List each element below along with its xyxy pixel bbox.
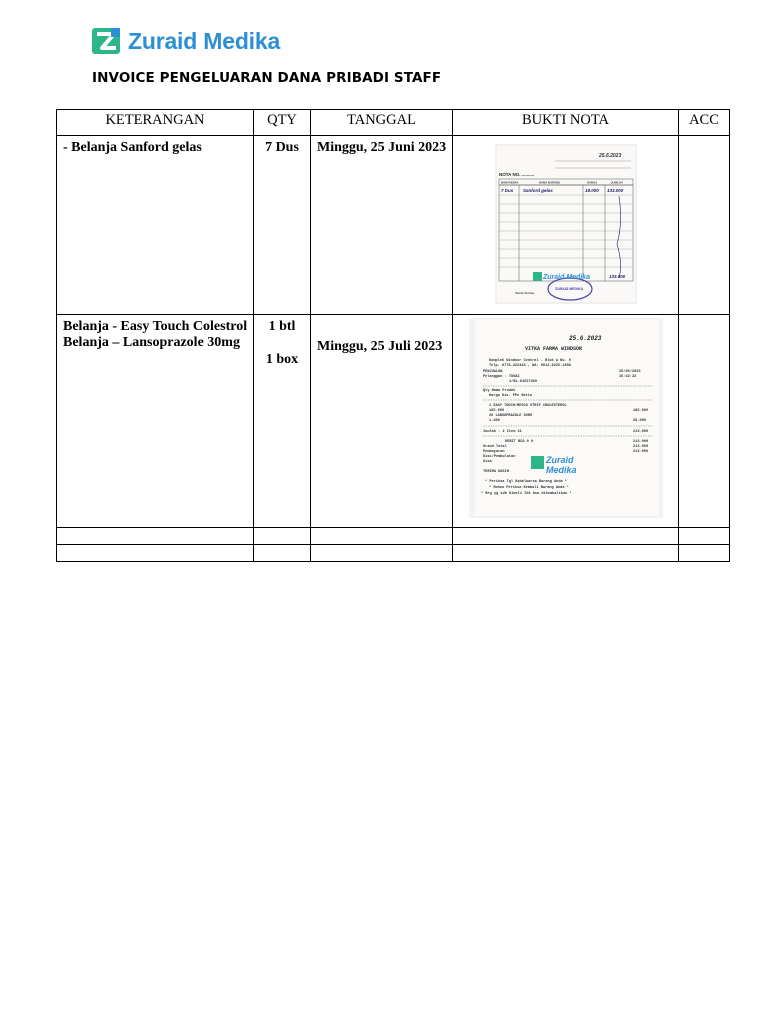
nota-col-price: HARGA	[586, 180, 597, 185]
table-row	[57, 136, 730, 315]
cell-empty	[453, 545, 679, 562]
rcpt-bayar-val: 213.000	[632, 450, 648, 454]
cell-keterangan	[57, 315, 254, 528]
rcpt-debit-val: 213.000	[632, 440, 648, 444]
nota-item-price: 19.000	[584, 188, 599, 193]
qty-line: 1 btl	[268, 319, 296, 334]
keterangan-line: Belanja - Easy Touch Colestrol	[63, 319, 248, 334]
rcpt-disc: Disc/Pembulatan	[482, 455, 515, 459]
rcpt-debit: DEBIT BCA 0 0	[504, 440, 533, 444]
overlay-logo-text: Medika	[545, 465, 577, 475]
cell-bukti-nota	[453, 136, 679, 315]
overlay-logo-icon	[533, 272, 542, 281]
brand-logo	[92, 24, 280, 58]
nota-no-label: NOTA NO. ..........	[498, 172, 534, 177]
nota-item-name: Sanford gelas	[522, 188, 553, 193]
rcpt-ref: 1/BL-01537860	[508, 380, 537, 384]
rcpt-item1: 1 EASY TOUCH/MESCO STRIP CHOLESTEROL	[488, 404, 567, 408]
rcpt-penjualan-date: 25/06/2023	[618, 370, 641, 374]
nota-date: 25.6.2023	[598, 153, 621, 159]
cell-tanggal	[311, 315, 453, 528]
nota-col-total: JUMLAH	[610, 180, 623, 185]
cell-acc	[679, 315, 730, 528]
rcpt-jumlah: Jumlah : 2 Item 21	[482, 430, 522, 434]
cell-empty	[311, 545, 453, 562]
rcpt-note: * Brg yg sdh Dibeli Tdk bsa dikembalikan *	[480, 492, 572, 496]
rcpt-date: 25.6.2023	[568, 335, 601, 342]
nota-col-name: NAMA BARANG	[538, 180, 560, 185]
rcpt-penjualan: PENJUALAN	[482, 370, 502, 374]
tanggal-text: Minggu, 25 Juli 2023	[317, 339, 443, 354]
header-tanggal: TANGGAL	[311, 110, 453, 136]
table-row	[57, 315, 730, 528]
table-row	[57, 528, 730, 545]
rcpt-phone: Telp. 0778-422443 , WA: 0812-8226-1898	[488, 364, 571, 368]
rcpt-item1-netto: 185.000	[632, 409, 648, 413]
rcpt-grand: Grand Total	[482, 445, 507, 449]
rcpt-pelanggan-time: 15:42:22	[618, 375, 636, 379]
keterangan-line: Belanja – Lansoprazole 30mg	[63, 335, 240, 350]
rcpt-pelanggan: Pelanggan : TUNAI	[482, 375, 520, 379]
overlay-logo-text: Zuraid	[545, 455, 574, 465]
overlay-logo-icon	[531, 456, 544, 469]
rcpt-item1-price: 185.000	[488, 409, 504, 413]
cell-empty	[254, 528, 311, 545]
receipt-image-nota	[495, 144, 637, 304]
overlay-logo-text: Zuraid Medika	[542, 274, 590, 281]
invoice-table	[56, 109, 730, 562]
rcpt-grand-val: 213.000	[632, 445, 648, 449]
cell-keterangan: - Belanja Sanford gelas	[57, 136, 254, 315]
qty-line: 1 box	[265, 352, 299, 367]
rcpt-hdr2: Harga Dis. PPn Netto	[488, 394, 532, 398]
header-keterangan: KETERANGAN	[57, 110, 254, 136]
cell-empty	[254, 545, 311, 562]
rcpt-note: * Mohon Periksa Kembali Barang Anda *	[488, 486, 569, 490]
document-title: INVOICE PENGELUARAN DANA PRIBADI STAFF	[92, 70, 442, 86]
cell-empty	[679, 545, 730, 562]
cell-qty	[254, 315, 311, 528]
rcpt-hdr1: Qty Nama Produk	[482, 389, 515, 393]
brand-name: Zuraid Medika	[128, 27, 281, 54]
rcpt-bayar: Pembayaran	[482, 450, 505, 454]
cell-empty	[679, 528, 730, 545]
rcpt-item2: 20 LANSOPRAZOLE 30MG	[488, 414, 532, 418]
rcpt-jumlah-val: 213.000	[632, 430, 648, 434]
rcpt-sisa: Sisa	[482, 460, 492, 464]
cell-acc	[679, 136, 730, 315]
nota-item-qty: 7 Dus	[500, 188, 513, 193]
rcpt-item2-netto: 28.000	[632, 419, 646, 423]
rcpt-note: * Periksa Tgl Kadaluarsa Barang Anda *	[484, 480, 567, 484]
rcpt-item2-price: 1.400	[488, 419, 500, 423]
nota-item-total: 133.000	[606, 188, 623, 193]
header-qty: QTY	[254, 110, 311, 136]
cell-bukti-nota	[453, 315, 679, 528]
rcpt-address: Komplek Windsor Central - Blok A No. 9	[488, 359, 571, 363]
cell-empty	[453, 528, 679, 545]
header-bukti-nota: BUKTI NOTA	[453, 110, 679, 136]
rcpt-store: VITKA FARMA WINDSOR	[524, 346, 582, 352]
nota-total: 133.000	[608, 274, 625, 279]
table-header-row	[57, 110, 730, 136]
table-row	[57, 545, 730, 562]
rcpt-terima: TERIMA KASIH	[482, 470, 509, 474]
nota-col-qty: BANYAKNYA	[500, 180, 518, 185]
cell-empty	[311, 528, 453, 545]
cell-tanggal: Minggu, 25 Juni 2023	[311, 136, 453, 315]
cell-empty	[57, 528, 254, 545]
header-acc: ACC	[679, 110, 730, 136]
cell-qty: 7 Dus	[254, 136, 311, 315]
cell-empty	[57, 545, 254, 562]
receipt-image-pharmacy	[469, 318, 663, 518]
stamp-text: ZURAID MEDIKA	[554, 287, 583, 291]
nota-sign-label: Tanda Terima	[514, 291, 534, 295]
zuraid-medika-logo-icon	[92, 26, 122, 56]
